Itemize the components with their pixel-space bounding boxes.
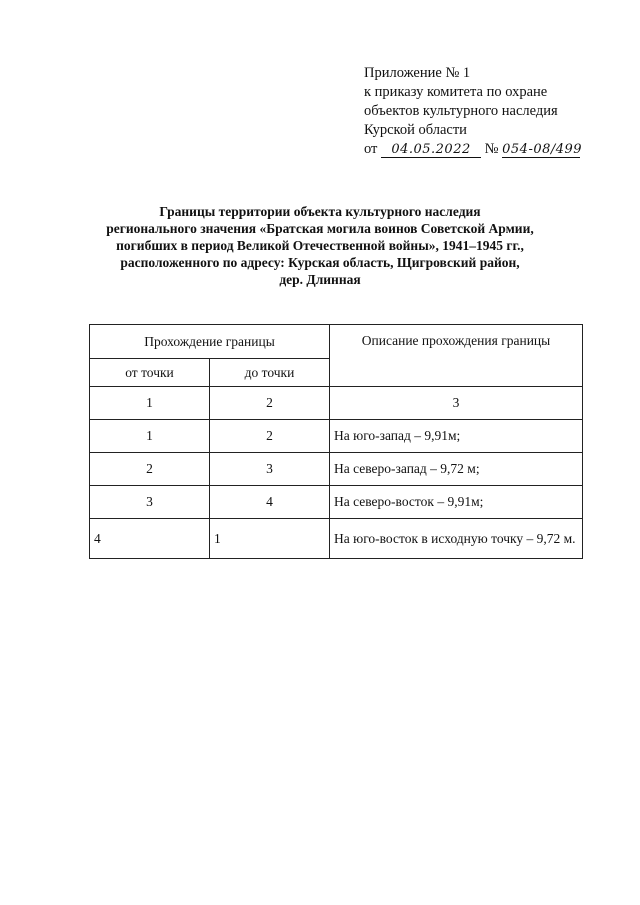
column-number: 2 xyxy=(210,387,330,420)
title-line: погибших в период Великой Отечественной войны», 1941–1945 гг., xyxy=(116,238,524,253)
appendix-header xyxy=(364,64,583,159)
title-line: расположенного по адресу: Курская область, Щигровский район, xyxy=(120,255,520,270)
title-line: регионального значения «Братская могила воинов Советской Армии, xyxy=(106,221,534,236)
from-label: от xyxy=(364,141,378,157)
appendix-number: Приложение № 1 xyxy=(364,65,471,81)
to-point-cell: 2 xyxy=(210,420,330,453)
table-row xyxy=(90,453,583,486)
from-point-header: от точки xyxy=(90,359,210,387)
table-header-row xyxy=(90,325,583,359)
description-cell: На юго-запад – 9,91м; xyxy=(330,420,583,453)
to-point-cell: 3 xyxy=(210,453,330,486)
column-number: 1 xyxy=(90,387,210,420)
table-row xyxy=(90,519,583,559)
committee-name: объектов культурного наследия xyxy=(364,103,558,119)
from-point-cell: 4 xyxy=(90,519,210,559)
order-reference: к приказу комитета по охране xyxy=(364,84,548,100)
order-date-number-line xyxy=(364,140,583,159)
number-sign: № xyxy=(484,141,499,157)
column-numbering-row xyxy=(90,387,583,420)
handwritten-date: 04.05.2022 xyxy=(381,143,481,158)
document-title xyxy=(70,203,570,288)
description-cell: На северо-восток – 9,91м; xyxy=(330,486,583,519)
from-point-cell: 1 xyxy=(90,420,210,453)
table-row xyxy=(90,486,583,519)
from-point-cell: 3 xyxy=(90,486,210,519)
description-header: Описание прохождения границы xyxy=(330,325,583,387)
column-number: 3 xyxy=(330,387,583,420)
description-cell: На северо-запад – 9,72 м; xyxy=(330,453,583,486)
table-row xyxy=(90,420,583,453)
boundary-passage-header: Прохождение границы xyxy=(90,325,330,359)
to-point-header: до точки xyxy=(210,359,330,387)
boundary-table xyxy=(89,324,583,559)
handwritten-order-number: 054-08/499 xyxy=(502,142,583,157)
description-cell: На юго-восток в исходную точку – 9,72 м. xyxy=(330,519,583,559)
region-name: Курской области xyxy=(364,122,467,138)
to-point-cell: 1 xyxy=(210,519,330,559)
from-point-cell: 2 xyxy=(90,453,210,486)
to-point-cell: 4 xyxy=(210,486,330,519)
title-line: дер. Длинная xyxy=(279,272,361,287)
title-line: Границы территории объекта культурного наследия xyxy=(159,204,481,219)
